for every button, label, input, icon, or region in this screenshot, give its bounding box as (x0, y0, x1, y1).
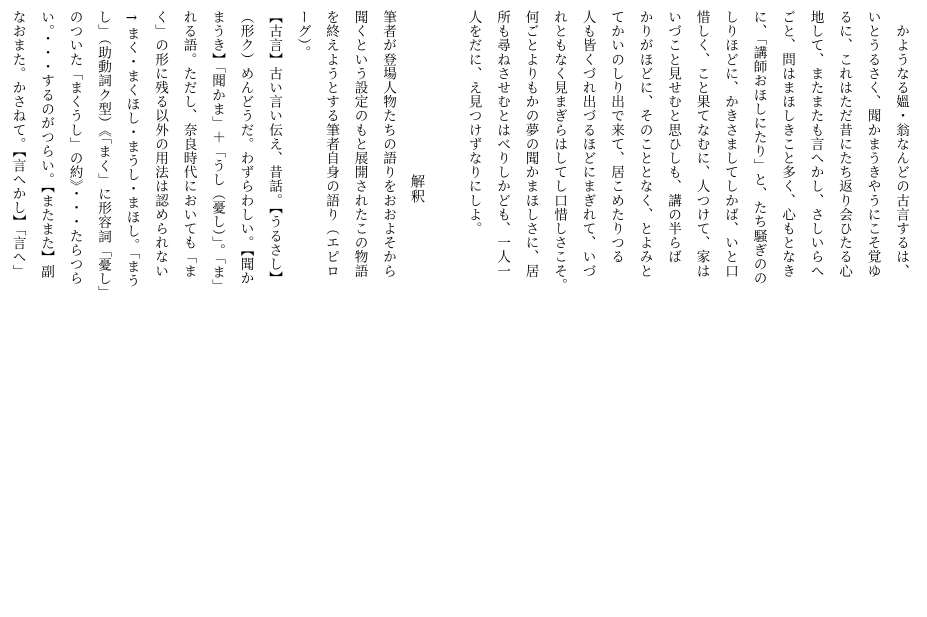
text-column: く」の形に残る以外の用法は認められない (152, 10, 168, 278)
text-column: し」（助動詞ク型）《「まく」に形容詞「憂し」 (95, 10, 111, 300)
text-column: い。・・・するのがつらい。【またまた】副 (38, 10, 54, 279)
text-column: 【古言】古い言い伝え、昔話。【うるさし】 (266, 10, 282, 286)
text-column: れる語。ただし、奈良時代においても「ま (180, 10, 197, 278)
text-column: 人も皆くづれ出づるほどにまぎれて、いづ (579, 10, 596, 278)
text-column: しりほどに、かきさましてしかば、いと口 (722, 10, 738, 278)
text-column: なおまた。かさねて。【言へかし】「言へ」 (9, 10, 26, 279)
text-column: 筆者が登場人物たちの語りをおおよそから (380, 10, 396, 278)
text-column: を終えようとする筆者自身の語り（エピロ (323, 10, 339, 278)
text-column: 人をだに、え見つけずなりにしよ。 (465, 10, 482, 236)
text-column: 惜しく、こと果てなむに、人つけて、家は (693, 10, 710, 278)
text-column: てかいのしり出で来て、居こめたりつる (608, 10, 624, 264)
text-column: →まく・まくほし・まうし・まほし。「まう (123, 10, 140, 288)
text-column: のついた「まくうし」の約》・・・たらつら (66, 10, 83, 286)
text-column (0, 10, 3, 609)
text-column: に、「講師おほしにたり」と、たち騒ぎのの (750, 10, 767, 286)
text-column: るに、これはただ昔にたち返り会ひたる心 (836, 10, 852, 278)
text-column: かりがほどに、そのこととなく、とよみと (636, 10, 653, 278)
text-column: いづこと見せむと思ひしも、講の半らば (665, 10, 681, 264)
text-column: まうき】「聞かま」＋「うし（憂し）」。「ま」 (209, 10, 225, 293)
text-column: かようなる媼・翁なんどの古言するは、 (893, 10, 909, 278)
text-column: 所も尋ねさせむとはべりしかども、一人一 (494, 10, 510, 278)
text-column: 聞くという設定のもと展開されたこの物語 (351, 10, 368, 278)
text-column: いとうるさく、聞かまうきやうにこそ覚ゆ (864, 10, 881, 278)
text-column: ーグ）。 (294, 10, 311, 60)
blank-column (431, 10, 460, 609)
text-column: ごと、問はまほしきこと多く、心もとなき (779, 10, 795, 278)
text-column: れともなく見まぎらはしてし口惜しさこそ。 (551, 10, 567, 292)
text-column: 何ごとよりもかの夢の聞かまほしさに、居 (522, 10, 539, 278)
text-column: （形ク）めんどうだ。わずらわしい。【聞か (237, 10, 254, 286)
text-column: 地して、またまたも言へかし、さしいらへ (807, 10, 824, 278)
section-heading: 解釈 (408, 10, 425, 204)
